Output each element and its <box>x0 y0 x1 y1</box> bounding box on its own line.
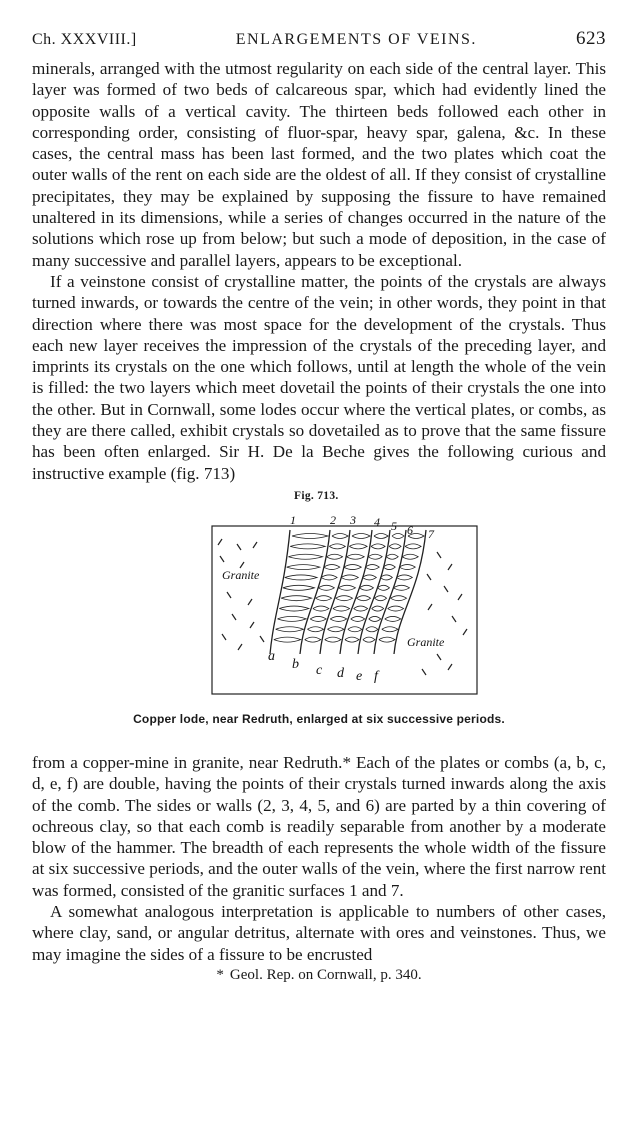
crystal-cell <box>372 606 384 611</box>
comb-letter-e: e <box>356 668 363 684</box>
figure-label: Fig. 713. <box>294 489 339 502</box>
crystal-cell <box>307 627 323 632</box>
figure-frame <box>212 526 477 694</box>
granite-tick <box>237 544 241 550</box>
granite-tick <box>428 604 432 610</box>
granite-tick <box>218 539 222 545</box>
crystal-cell <box>354 606 368 611</box>
crystal-cell <box>365 565 379 570</box>
crystal-cell <box>345 637 359 642</box>
granite-tick <box>248 599 252 605</box>
crystal-cell <box>332 533 348 538</box>
granite-tick <box>422 669 426 675</box>
granite-tick <box>253 542 257 548</box>
crystal-cell <box>374 533 388 538</box>
granite-tick <box>260 636 264 642</box>
crystal-cell <box>274 637 301 642</box>
crystal-cell <box>305 637 321 642</box>
comb-letter-f: f <box>374 668 378 684</box>
crystal-cell <box>327 627 343 632</box>
crystal-cell <box>391 596 407 601</box>
paragraph-1: minerals, arranged with the utmost regularity on each side of the central layer. This layer was formed of two beds of calcareous spar, which had evidently lined the opposite walls of a vertical cavity. The thirteen beds followed each other in corresponding order, consisting of fluor-spar, heavy spar, galena, &c. In these cases, the central mass has been last formed, and the two plates which coat the outer walls of the rent on each side are the oldest of all. If they consist of crystalline precipitates, they may be explained by supposing the fissure to have remained unaltered in its dimensions, while a series of changes occurred in the nature of the solutions which rose up from below; but such a mode of deposition, in the case of many successive and parallel layers, appears to be exceptional. <box>32 59 606 270</box>
granite-tick <box>222 634 226 640</box>
crystal-cell <box>325 637 341 642</box>
comb-letter-b: b <box>292 656 299 672</box>
crystal-cell <box>324 565 340 570</box>
crystal-cell <box>362 575 376 580</box>
wall-number-6: 6 <box>407 522 413 537</box>
crystal-cell <box>338 585 355 590</box>
crystal-cell <box>357 596 371 601</box>
crystal-cell <box>363 637 375 642</box>
wall-number-7: 7 <box>428 526 434 541</box>
granite-label-right: Granite <box>407 634 445 649</box>
crystal-cell <box>318 585 334 590</box>
wall-number-3: 3 <box>350 512 356 527</box>
comb-letter-d: d <box>337 665 344 681</box>
chapter-label: Ch. XXXVIII.] <box>32 31 137 48</box>
crystal-cell <box>316 596 332 601</box>
crystal-cell <box>352 533 370 538</box>
paragraph-3: from a copper-mine in granite, near Redruth.* Each of the plates or combs (a, b, c, d, e, f) are double, having the points of their crystals turned inwards along the axis of the comb. The sides or walls (2, 3, 4, 5, and 6) are parted by a thin covering of ochreous clay, so that each comb is readily separable from another by a moderate blow of the hammer. The breadth of each represents the whole width of the fissure at six successive periods, and the outer walls of the vein, where the first narrow rent was formed, consisted of the granitic surfaces 1 and 7. <box>32 752 606 900</box>
granite-tick <box>452 616 456 622</box>
crystal-cell <box>276 627 304 632</box>
crystal-cell <box>287 565 320 570</box>
granite-tick <box>444 586 448 592</box>
crystal-cell <box>341 575 358 580</box>
crystal-cell <box>329 544 345 549</box>
crystal-cell <box>405 544 421 549</box>
crystal-cell <box>368 554 382 559</box>
crystal-cell <box>327 554 343 559</box>
crystal-cell <box>383 565 395 570</box>
vein-wall-line-1 <box>270 530 290 654</box>
crystal-cell <box>377 585 389 590</box>
book-page <box>32 28 606 984</box>
crystal-cell <box>388 606 404 611</box>
granite-tick <box>238 644 242 650</box>
crystal-cell <box>348 627 362 632</box>
lode-diagram <box>182 504 482 704</box>
comb-letter-a: a <box>268 648 275 664</box>
crystal-cell <box>402 554 418 559</box>
crystal-cell <box>382 627 398 632</box>
crystal-cell <box>285 575 317 580</box>
crystal-cell <box>369 616 381 621</box>
crystal-cell <box>396 575 412 580</box>
granite-tick <box>448 664 452 670</box>
wall-number-4: 4 <box>374 514 380 529</box>
crystal-cell <box>310 616 326 621</box>
crystal-cell <box>281 596 312 601</box>
crystal-cell <box>392 533 404 538</box>
granite-tick <box>227 592 231 598</box>
footnote-text: Geol. Rep. on Cornwall, p. 340. <box>229 966 422 983</box>
wall-number-1: 1 <box>290 512 296 527</box>
crystal-cell <box>359 585 373 590</box>
wall-number-2: 2 <box>330 512 336 527</box>
crystal-cell <box>399 565 415 570</box>
crystal-cell <box>366 627 378 632</box>
crystal-cell <box>313 606 329 611</box>
granite-label-left: Granite <box>222 567 260 582</box>
granite-tick <box>463 629 467 635</box>
granite-tick <box>220 556 224 562</box>
crystal-cell <box>386 554 398 559</box>
granite-tick <box>427 574 431 580</box>
crystal-cell <box>347 554 365 559</box>
comb-letter-c: c <box>316 662 323 678</box>
crystal-cell <box>290 544 325 549</box>
crystal-cell <box>292 533 328 538</box>
page-number: 623 <box>575 28 606 49</box>
granite-tick <box>232 614 236 620</box>
crystal-cell <box>336 596 353 601</box>
crystal-cell <box>380 575 392 580</box>
crystal-cell <box>330 616 347 621</box>
footnote-marker: * <box>216 966 224 983</box>
footnote <box>32 967 606 984</box>
running-header <box>32 28 606 58</box>
crystal-cell <box>379 637 395 642</box>
granite-tick <box>437 654 441 660</box>
wall-number-5: 5 <box>391 518 397 533</box>
crystal-cell <box>385 616 401 621</box>
crystal-cell <box>351 616 365 621</box>
crystal-cell <box>279 606 309 611</box>
crystal-cell <box>389 544 401 549</box>
granite-tick <box>250 622 254 628</box>
crystal-cell <box>375 596 387 601</box>
paragraph-2: If a veinstone consist of crystalline matter, the points of the crystals are always turned inwards, or towards the centre of the vein; in other words, they point in that direction where there was most space for the development of the crystals. Thus each new layer receives the impression of the crystals of the preceding layer, and imprints its crystals on the one which follows, until at length the whole of the vein is filled: the two layers which meet dovetail the points of their crystals the one into the other. But in Cornwall, some lodes occur where the vertical plates, or combs, as they are there called, exhibit crystals so dovetailed as to prove that the same fissure has been often enlarged. Sir H. De la Beche gives the following curious and instructive example (fig. 713) <box>32 271 606 483</box>
crystal-cell <box>344 565 361 570</box>
crystal-cell <box>371 544 385 549</box>
crystal-cell <box>283 585 314 590</box>
paragraph-4: A somewhat analogous interpretation is applicable to numbers of other cases, where clay, sand, or angular detritus, alternate with ores and veinstones. Thus, we may imagine the sides of a fissure to be encrusted <box>32 902 606 964</box>
crystal-cell <box>349 544 367 549</box>
granite-tick <box>437 552 441 558</box>
running-title: ENLARGEMENTS OF VEINS. <box>235 31 477 48</box>
granite-tick <box>458 594 462 600</box>
figure-caption: Copper lode, near Redruth, enlarged at six successive periods. <box>133 711 505 726</box>
granite-tick <box>448 564 452 570</box>
figure-713 <box>32 484 606 752</box>
crystal-cell <box>333 606 350 611</box>
crystal-cell <box>393 585 409 590</box>
crystal-cell <box>277 616 306 621</box>
crystal-cell <box>288 554 322 559</box>
crystal-cell <box>321 575 337 580</box>
